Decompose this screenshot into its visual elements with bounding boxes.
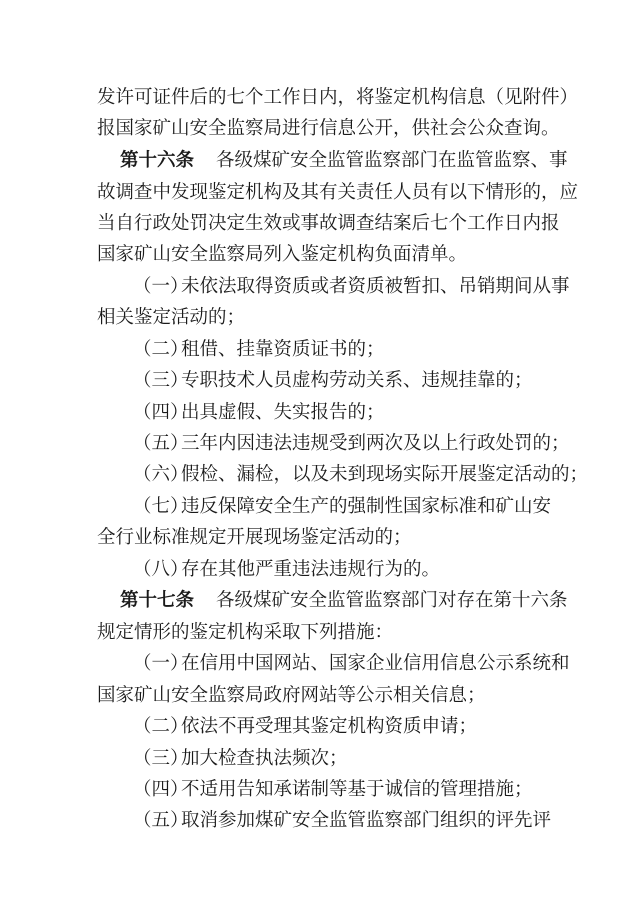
- article-16-item-7: [133, 496, 551, 518]
- item-number: （三）: [133, 370, 189, 391]
- article-16-item-8: [133, 559, 440, 581]
- item-text: 不适用告知承诺制等基于诚信的管理措施；: [181, 779, 533, 800]
- item-text: 假检、漏检，以及未到现场实际开展鉴定活动的；: [181, 464, 589, 485]
- item-text: 专职技术人员虚构劳动关系、违规挂靠的；: [181, 370, 533, 391]
- article-16-line-2: 故调查中发现鉴定机构及其有关责任人员有以下情形的，应: [97, 182, 579, 203]
- item-number: （一）: [133, 276, 189, 297]
- item-text: 违反保障安全生产的强制性国家标准和矿山安: [181, 496, 552, 517]
- item-number: （一）: [133, 653, 189, 674]
- item-text: 三年内因违法违规受到两次及以上行政处罚的；: [181, 433, 570, 454]
- article-16-item-3: [133, 370, 533, 392]
- article-16-item-2: [133, 339, 385, 361]
- article-17-item-1: [133, 653, 570, 675]
- item-text: 取消参加煤矿安全监管监察部门组织的评先评: [181, 810, 552, 831]
- article-17-item-1-cont: 国家矿山安全监察局政府网站等公示相关信息；: [97, 685, 486, 706]
- article-17-first-line: [120, 590, 568, 612]
- article-17-item-5: [133, 810, 551, 832]
- item-number: （五）: [133, 433, 189, 454]
- item-text: 出具虚假、失实报告的；: [181, 402, 385, 423]
- article-16-text: 各级煤矿安全监管监察部门在监管监察、事: [216, 150, 568, 171]
- article-17-item-3: [133, 748, 348, 770]
- item-text: 依法不再受理其鉴定机构资质申请；: [181, 716, 478, 737]
- item-number: （七）: [133, 496, 189, 517]
- item-number: （二）: [133, 716, 189, 737]
- item-number: （三）: [133, 748, 189, 769]
- article-16-item-6: [133, 464, 588, 486]
- article-17-item-4: [133, 779, 533, 801]
- article-16-line-4: 国家矿山安全监察局列入鉴定机构负面清单。: [97, 244, 468, 265]
- article-16-title: 第十六条: [120, 150, 195, 171]
- item-number: （八）: [133, 559, 189, 580]
- item-number: （四）: [133, 779, 189, 800]
- article-16-item-1-cont: 相关鉴定活动的；: [97, 307, 246, 328]
- item-number: （四）: [133, 402, 189, 423]
- article-16-item-7-cont: 全行业标准规定开展现场鉴定活动的；: [97, 527, 412, 548]
- article-16-item-4: [133, 402, 385, 424]
- article-16-line-3: 当自行政处罚决定生效或事故调查结案后七个工作日内报: [97, 213, 560, 234]
- article-16-item-1: [133, 276, 570, 298]
- item-text: 存在其他严重违法违规行为的。: [181, 559, 441, 580]
- item-text: 未依法取得资质或者资质被暂扣、吊销期间从事: [181, 276, 570, 297]
- intro-line-1: 发许可证件后的七个工作日内，将鉴定机构信息（见附件）: [97, 87, 579, 108]
- article-17-title: 第十七条: [120, 590, 195, 611]
- article-17-text: 各级煤矿安全监管监察部门对存在第十六条: [216, 590, 568, 611]
- item-text: 在信用中国网站、国家企业信用信息公示系统和: [181, 653, 570, 674]
- article-16-item-5: [133, 433, 570, 455]
- article-17-line-2: 规定情形的鉴定机构采取下列措施：: [97, 622, 394, 643]
- item-number: （六）: [133, 464, 189, 485]
- article-16-first-line: [120, 150, 568, 172]
- article-17-item-2: [133, 716, 477, 738]
- intro-line-2: 报国家矿山安全监察局进行信息公开，供社会公众查询。: [97, 118, 560, 139]
- item-number: （二）: [133, 339, 189, 360]
- item-text: 加大检查执法频次；: [181, 748, 348, 769]
- item-text: 租借、挂靠资质证书的；: [181, 339, 385, 360]
- item-number: （五）: [133, 810, 189, 831]
